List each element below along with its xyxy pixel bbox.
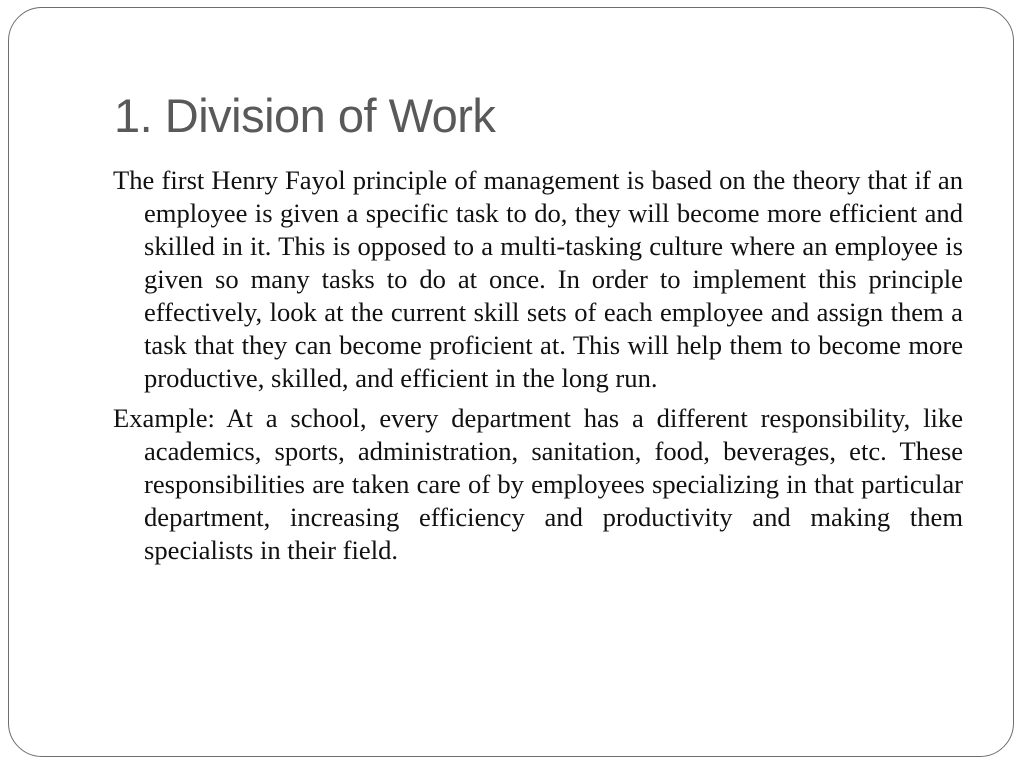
body-paragraph-principle: The first Henry Fayol principle of management is based on the theory that if an employee is given a specific task to do, they will become more efficient and skilled in it. This is opposed to a multi-tasking culture where an employee is given so many tasks to do at once. In order to implement this principle effectively, look at the current skill sets of each employee and assign them a task that they can become proficient at. This will help them to become more productive, skilled, and efficient in the long run. [113,165,963,393]
slide-title: 1. Division of Work [114,89,496,142]
body-paragraph-example: Example: At a school, every department has a different responsibility, like academics, sports, administration, sanitation, food, beverages, etc. These responsibilities are taken care of by employees specializing in that particular department, increasing efficiency and productivity and making them specialists in their field. [113,403,963,565]
slide-body [113,164,963,574]
